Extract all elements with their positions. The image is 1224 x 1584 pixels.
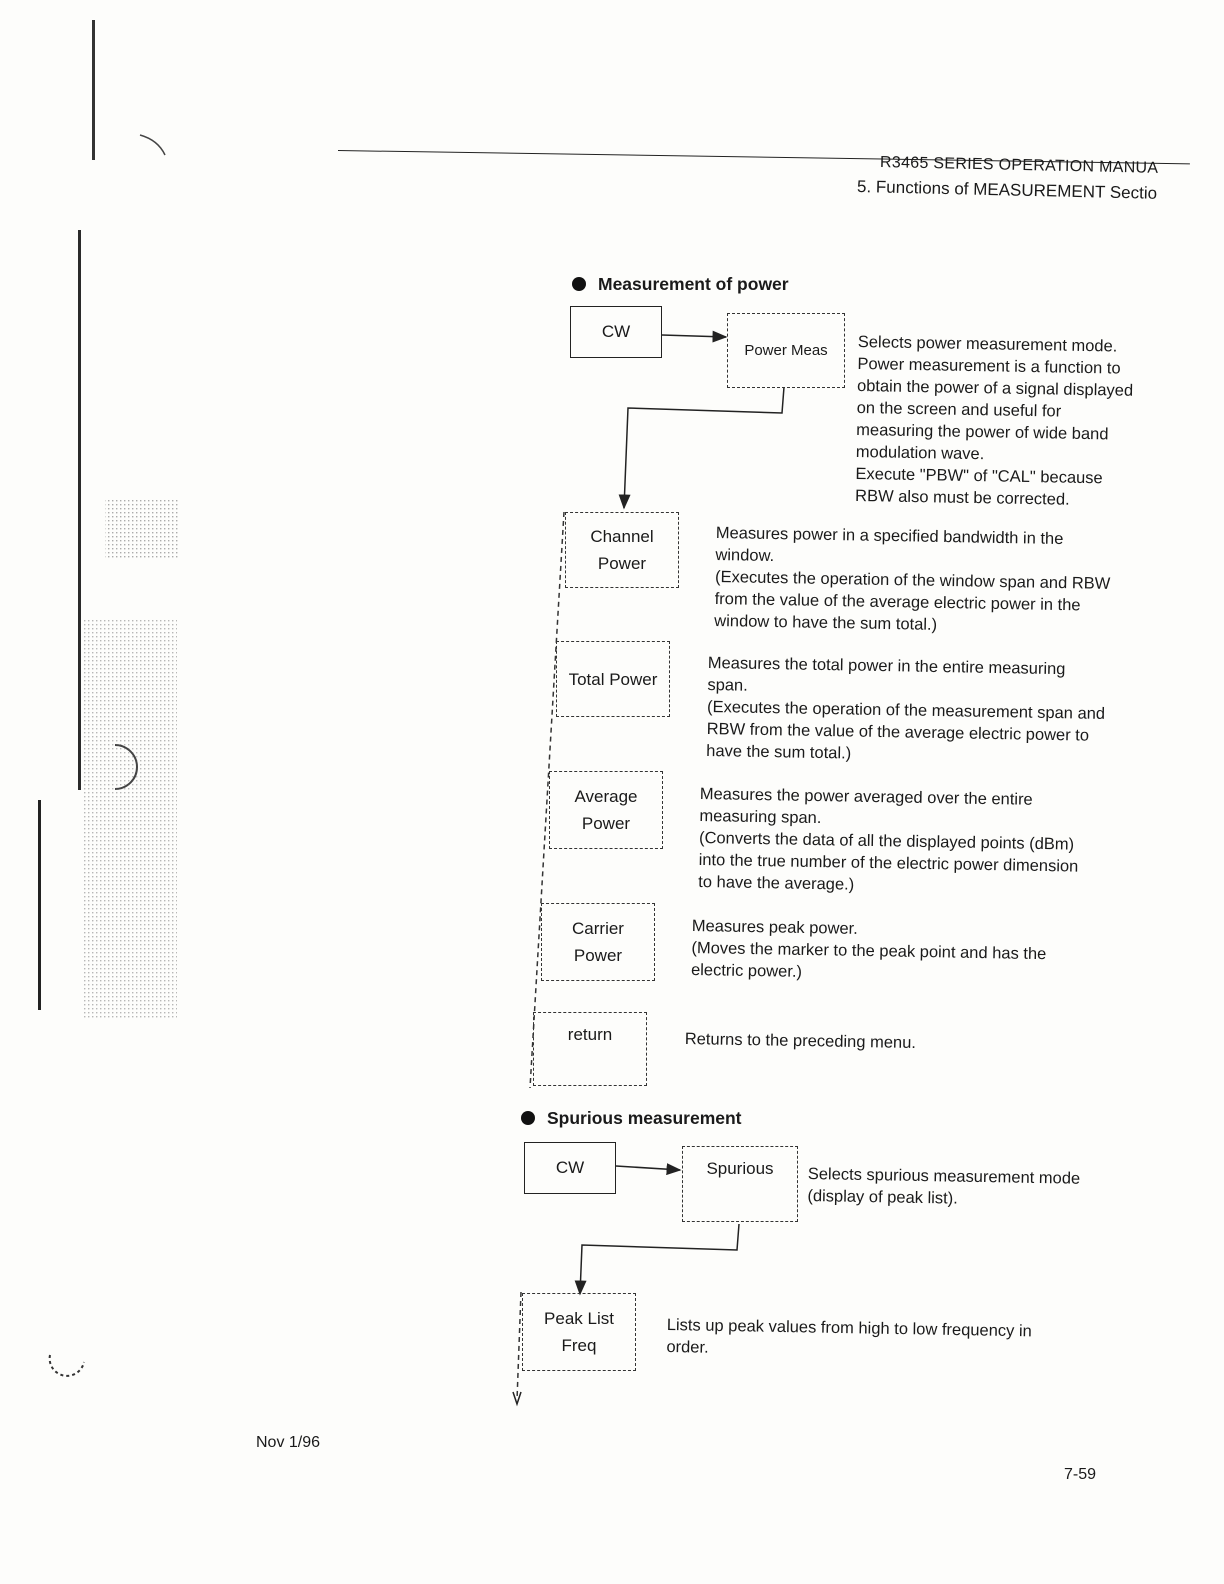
softkey-channel-power[interactable]	[565, 512, 679, 588]
channel-power-description: Measures power in a specified bandwidth in the window. (Executes the operation of the window span and RBW from the value of the average electric power in the window to have the sum total.)	[714, 523, 1111, 634]
average-power-description: Measures the power averaged over the entire measuring span. (Converts the data of all the displayed points (dBm) into the true number of the electric power dimension to have the average.)	[698, 784, 1079, 894]
cw-key-label: CW	[601, 322, 631, 341]
return-description: Returns to the preceding menu.	[684, 1029, 917, 1053]
carrier-power-description: Measures peak power. (Moves the marker to the peak point and has the electric power.)	[690, 916, 1047, 981]
footer-date: Nov 1/96	[256, 1434, 321, 1451]
power-section-title: Measurement of power	[598, 274, 789, 294]
spurious-cw-key[interactable]	[524, 1142, 616, 1194]
spurious-cw-key-label: CW	[555, 1158, 585, 1177]
softkey-total-power-label: Total Power	[568, 669, 658, 689]
softkey-channel-power-label: Channel Power	[590, 527, 654, 573]
softkey-return[interactable]	[533, 1012, 647, 1086]
bullet-icon	[572, 277, 586, 291]
page-number: 7-59	[1064, 1466, 1097, 1483]
manual-title: R3465 SERIES OPERATION MANUA	[879, 154, 1159, 177]
bullet-icon	[521, 1111, 535, 1125]
power-meas-description: Selects power measurement mode. Power measurement is a function to obtain the power of a signal displayed on the screen and useful for measuring the power of wide band modulation wave. Execute "PBW" of "CAL" because RBW also must be corrected.	[854, 332, 1134, 509]
softkey-total-power[interactable]	[556, 641, 670, 717]
softkey-return-label: return	[567, 1025, 613, 1044]
softkey-spurious[interactable]	[682, 1146, 798, 1222]
softkey-peak-list-freq-label: Peak List Freq	[544, 1309, 614, 1355]
section-title: 5. Functions of MEASUREMENT Sectio	[856, 177, 1158, 203]
power-section-heading	[572, 274, 789, 295]
softkey-peak-list-freq[interactable]	[522, 1293, 636, 1371]
softkey-power-meas-label: Power Meas	[744, 342, 828, 359]
softkey-spurious-label: Spurious	[706, 1159, 774, 1178]
softkey-average-power[interactable]	[549, 771, 663, 849]
total-power-description: Measures the total power in the entire measuring span. (Executes the operation of the measurement span and RBW from the value of the average electric power to have the sum total.)	[706, 653, 1106, 763]
softkey-power-meas[interactable]	[727, 313, 845, 388]
cw-key[interactable]	[570, 306, 662, 358]
spurious-section-title: Spurious measurement	[547, 1108, 742, 1128]
softkey-average-power-label: Average Power	[574, 787, 638, 833]
softkey-carrier-power-label: Carrier Power	[572, 919, 624, 965]
spurious-section-heading	[521, 1108, 742, 1129]
softkey-carrier-power[interactable]	[541, 903, 655, 981]
spurious-description: Selects spurious measurement mode (display of peak list).	[807, 1164, 1081, 1208]
peak-list-freq-description: Lists up peak values from high to low frequency in order.	[666, 1315, 1032, 1357]
